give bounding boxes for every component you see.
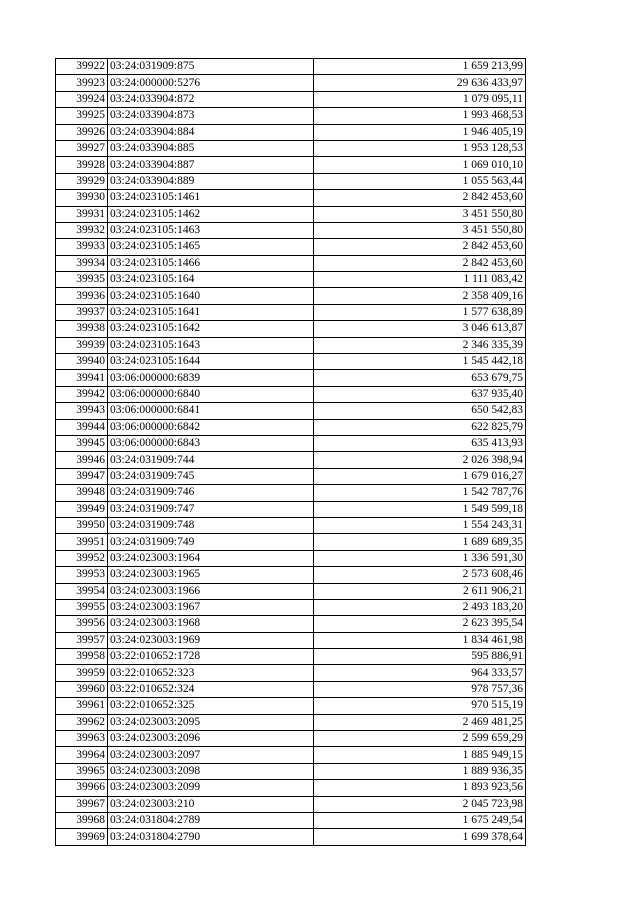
cadastral-number: 03:24:031804:2790: [108, 829, 314, 845]
row-number: 39967: [56, 796, 108, 812]
row-number: 39948: [56, 485, 108, 501]
row-number: 39926: [56, 124, 108, 140]
cadastral-value: 653 679,75: [314, 370, 526, 386]
cadastral-number: 03:24:023003:1969: [108, 632, 314, 648]
row-number: 39956: [56, 616, 108, 632]
row-number: 39938: [56, 321, 108, 337]
row-number: 39962: [56, 714, 108, 730]
row-number: 39969: [56, 829, 108, 845]
cadastral-number: 03:24:023105:1463: [108, 222, 314, 238]
cadastral-value: 595 886,91: [314, 649, 526, 665]
row-number: 39947: [56, 468, 108, 484]
cadastral-value: 2 026 398,94: [314, 452, 526, 468]
table-row: [56, 354, 526, 370]
cadastral-value: 3 046 613,87: [314, 321, 526, 337]
cadastral-value: 1 679 016,27: [314, 468, 526, 484]
table-row: [56, 599, 526, 615]
cadastral-number: 03:24:023003:2096: [108, 731, 314, 747]
table-row: [56, 206, 526, 222]
cadastral-number: 03:22:010652:325: [108, 698, 314, 714]
table-row: [56, 255, 526, 271]
cadastral-value: 1 545 442,18: [314, 354, 526, 370]
table-row: [56, 550, 526, 566]
row-number: 39957: [56, 632, 108, 648]
cadastral-value: 1 111 083,42: [314, 272, 526, 288]
table-row: [56, 304, 526, 320]
cadastral-value: 2 842 453,60: [314, 190, 526, 206]
row-number: 39925: [56, 108, 108, 124]
row-number: 39943: [56, 403, 108, 419]
table-row: [56, 747, 526, 763]
cadastral-number: 03:24:033904:873: [108, 108, 314, 124]
cadastral-value: 1 542 787,76: [314, 485, 526, 501]
table-row: [56, 108, 526, 124]
table-row: [56, 337, 526, 353]
cadastral-number: 03:06:000000:6842: [108, 419, 314, 435]
cadastral-number: 03:24:033904:884: [108, 124, 314, 140]
row-number: 39928: [56, 157, 108, 173]
cadastral-value: 2 623 395,54: [314, 616, 526, 632]
cadastral-number: 03:24:023105:1644: [108, 354, 314, 370]
cadastral-number: 03:24:031909:749: [108, 534, 314, 550]
cadastral-value: 650 542,83: [314, 403, 526, 419]
cadastral-value: 978 757,36: [314, 681, 526, 697]
row-number: 39929: [56, 173, 108, 189]
row-number: 39968: [56, 812, 108, 828]
cadastral-value: 1 893 923,56: [314, 780, 526, 796]
cadastral-value: 1 055 563,44: [314, 173, 526, 189]
cadastral-value: 1 079 095,11: [314, 91, 526, 107]
cadastral-number: 03:24:033904:887: [108, 157, 314, 173]
row-number: 39936: [56, 288, 108, 304]
table-row: [56, 649, 526, 665]
cadastral-value: 1 953 128,53: [314, 140, 526, 156]
cadastral-value: 2 599 659,29: [314, 731, 526, 747]
cadastral-value: 1 336 591,30: [314, 550, 526, 566]
cadastral-number: 03:22:010652:323: [108, 665, 314, 681]
table-row: [56, 157, 526, 173]
cadastral-value: 622 825,79: [314, 419, 526, 435]
row-number: 39949: [56, 501, 108, 517]
cadastral-number: 03:06:000000:6843: [108, 435, 314, 451]
row-number: 39939: [56, 337, 108, 353]
table-row: [56, 567, 526, 583]
cadastral-number: 03:24:031804:2789: [108, 812, 314, 828]
cadastral-value: 1 834 461,98: [314, 632, 526, 648]
table-row: [56, 714, 526, 730]
table-row: [56, 75, 526, 91]
table-row: [56, 386, 526, 402]
cadastral-value: 1 889 936,35: [314, 763, 526, 779]
row-number: 39932: [56, 222, 108, 238]
cadastral-value: 2 842 453,60: [314, 255, 526, 271]
row-number: 39941: [56, 370, 108, 386]
cadastral-number: 03:24:023105:1465: [108, 239, 314, 255]
cadastral-value: 1 689 689,35: [314, 534, 526, 550]
cadastral-number: 03:24:031909:748: [108, 517, 314, 533]
table-row: [56, 698, 526, 714]
table-row: [56, 239, 526, 255]
table-row: [56, 222, 526, 238]
cadastral-number: 03:24:023003:210: [108, 796, 314, 812]
cadastral-number: 03:24:023003:2097: [108, 747, 314, 763]
cadastral-value: 1 993 468,53: [314, 108, 526, 124]
cadastral-value: 3 451 550,80: [314, 222, 526, 238]
cadastral-value: 2 469 481,25: [314, 714, 526, 730]
cadastral-value-table: [55, 58, 526, 846]
table-row: [56, 288, 526, 304]
cadastral-number: 03:24:023105:1643: [108, 337, 314, 353]
row-number: 39927: [56, 140, 108, 156]
row-number: 39955: [56, 599, 108, 615]
cadastral-number: 03:06:000000:6841: [108, 403, 314, 419]
table-row: [56, 91, 526, 107]
table-row: [56, 59, 526, 75]
table-row: [56, 452, 526, 468]
table-row: [56, 583, 526, 599]
row-number: 39954: [56, 583, 108, 599]
row-number: 39961: [56, 698, 108, 714]
cadastral-value: 1 675 249,54: [314, 812, 526, 828]
cadastral-value: 2 346 335,39: [314, 337, 526, 353]
table-row: [56, 403, 526, 419]
cadastral-value: 2 045 723,98: [314, 796, 526, 812]
cadastral-value: 635 413,93: [314, 435, 526, 451]
cadastral-number: 03:24:023105:1462: [108, 206, 314, 222]
cadastral-value: 2 573 608,46: [314, 567, 526, 583]
table-row: [56, 435, 526, 451]
row-number: 39946: [56, 452, 108, 468]
cadastral-value: 1 699 378,64: [314, 829, 526, 845]
table-row: [56, 370, 526, 386]
table-row: [56, 829, 526, 845]
row-number: 39937: [56, 304, 108, 320]
row-number: 39951: [56, 534, 108, 550]
table-row: [56, 632, 526, 648]
row-number: 39963: [56, 731, 108, 747]
cadastral-number: 03:22:010652:1728: [108, 649, 314, 665]
table-row: [56, 468, 526, 484]
row-number: 39945: [56, 435, 108, 451]
table-body: [56, 59, 526, 846]
cadastral-value: 1 577 638,89: [314, 304, 526, 320]
row-number: 39940: [56, 354, 108, 370]
table-row: [56, 763, 526, 779]
table-row: [56, 681, 526, 697]
row-number: 39930: [56, 190, 108, 206]
table-row: [56, 173, 526, 189]
row-number: 39960: [56, 681, 108, 697]
row-number: 39931: [56, 206, 108, 222]
cadastral-number: 03:24:031909:744: [108, 452, 314, 468]
cadastral-number: 03:24:023105:164: [108, 272, 314, 288]
table-row: [56, 731, 526, 747]
table-row: [56, 665, 526, 681]
cadastral-number: 03:24:023003:2098: [108, 763, 314, 779]
cadastral-number: 03:24:023003:1967: [108, 599, 314, 615]
row-number: 39965: [56, 763, 108, 779]
cadastral-value: 964 333,57: [314, 665, 526, 681]
cadastral-number: 03:24:033904:889: [108, 173, 314, 189]
cadastral-value: 637 935,40: [314, 386, 526, 402]
row-number: 39944: [56, 419, 108, 435]
cadastral-number: 03:24:023105:1641: [108, 304, 314, 320]
table-row: [56, 780, 526, 796]
cadastral-number: 03:24:023003:2095: [108, 714, 314, 730]
cadastral-number: 03:24:023003:1968: [108, 616, 314, 632]
table-row: [56, 501, 526, 517]
cadastral-value: 3 451 550,80: [314, 206, 526, 222]
table-row: [56, 190, 526, 206]
table-row: [56, 812, 526, 828]
cadastral-value: 1 069 010,10: [314, 157, 526, 173]
cadastral-number: 03:24:031909:746: [108, 485, 314, 501]
cadastral-number: 03:24:023003:1966: [108, 583, 314, 599]
row-number: 39923: [56, 75, 108, 91]
cadastral-number: 03:24:031909:745: [108, 468, 314, 484]
cadastral-number: 03:24:023105:1466: [108, 255, 314, 271]
row-number: 39933: [56, 239, 108, 255]
cadastral-value: 1 885 949,15: [314, 747, 526, 763]
cadastral-value: 2 611 906,21: [314, 583, 526, 599]
table-row: [56, 796, 526, 812]
cadastral-value: 29 636 433,97: [314, 75, 526, 91]
cadastral-number: 03:24:031909:747: [108, 501, 314, 517]
table-row: [56, 485, 526, 501]
cadastral-number: 03:24:000000:5276: [108, 75, 314, 91]
table-row: [56, 321, 526, 337]
cadastral-number: 03:24:033904:885: [108, 140, 314, 156]
cadastral-value: 2 358 409,16: [314, 288, 526, 304]
cadastral-number: 03:06:000000:6839: [108, 370, 314, 386]
cadastral-value: 2 842 453,60: [314, 239, 526, 255]
cadastral-value: 1 946 405,19: [314, 124, 526, 140]
cadastral-value: 1 554 243,31: [314, 517, 526, 533]
row-number: 39924: [56, 91, 108, 107]
row-number: 39959: [56, 665, 108, 681]
cadastral-number: 03:06:000000:6840: [108, 386, 314, 402]
cadastral-number: 03:24:031909:875: [108, 59, 314, 75]
cadastral-number: 03:24:033904:872: [108, 91, 314, 107]
table-row: [56, 517, 526, 533]
cadastral-number: 03:24:023105:1642: [108, 321, 314, 337]
row-number: 39950: [56, 517, 108, 533]
cadastral-value: 1 549 599,18: [314, 501, 526, 517]
row-number: 39958: [56, 649, 108, 665]
row-number: 39952: [56, 550, 108, 566]
table-row: [56, 272, 526, 288]
cadastral-value: 970 515,19: [314, 698, 526, 714]
table-row: [56, 616, 526, 632]
cadastral-value: 1 659 213,99: [314, 59, 526, 75]
cadastral-number: 03:24:023105:1640: [108, 288, 314, 304]
row-number: 39935: [56, 272, 108, 288]
row-number: 39964: [56, 747, 108, 763]
table-row: [56, 419, 526, 435]
cadastral-value: 2 493 183,20: [314, 599, 526, 615]
table-row: [56, 534, 526, 550]
row-number: 39953: [56, 567, 108, 583]
row-number: 39934: [56, 255, 108, 271]
table-row: [56, 124, 526, 140]
row-number: 39922: [56, 59, 108, 75]
cadastral-number: 03:24:023003:1964: [108, 550, 314, 566]
cadastral-number: 03:22:010652:324: [108, 681, 314, 697]
table-row: [56, 140, 526, 156]
row-number: 39942: [56, 386, 108, 402]
row-number: 39966: [56, 780, 108, 796]
cadastral-number: 03:24:023003:2099: [108, 780, 314, 796]
cadastral-number: 03:24:023003:1965: [108, 567, 314, 583]
cadastral-number: 03:24:023105:1461: [108, 190, 314, 206]
